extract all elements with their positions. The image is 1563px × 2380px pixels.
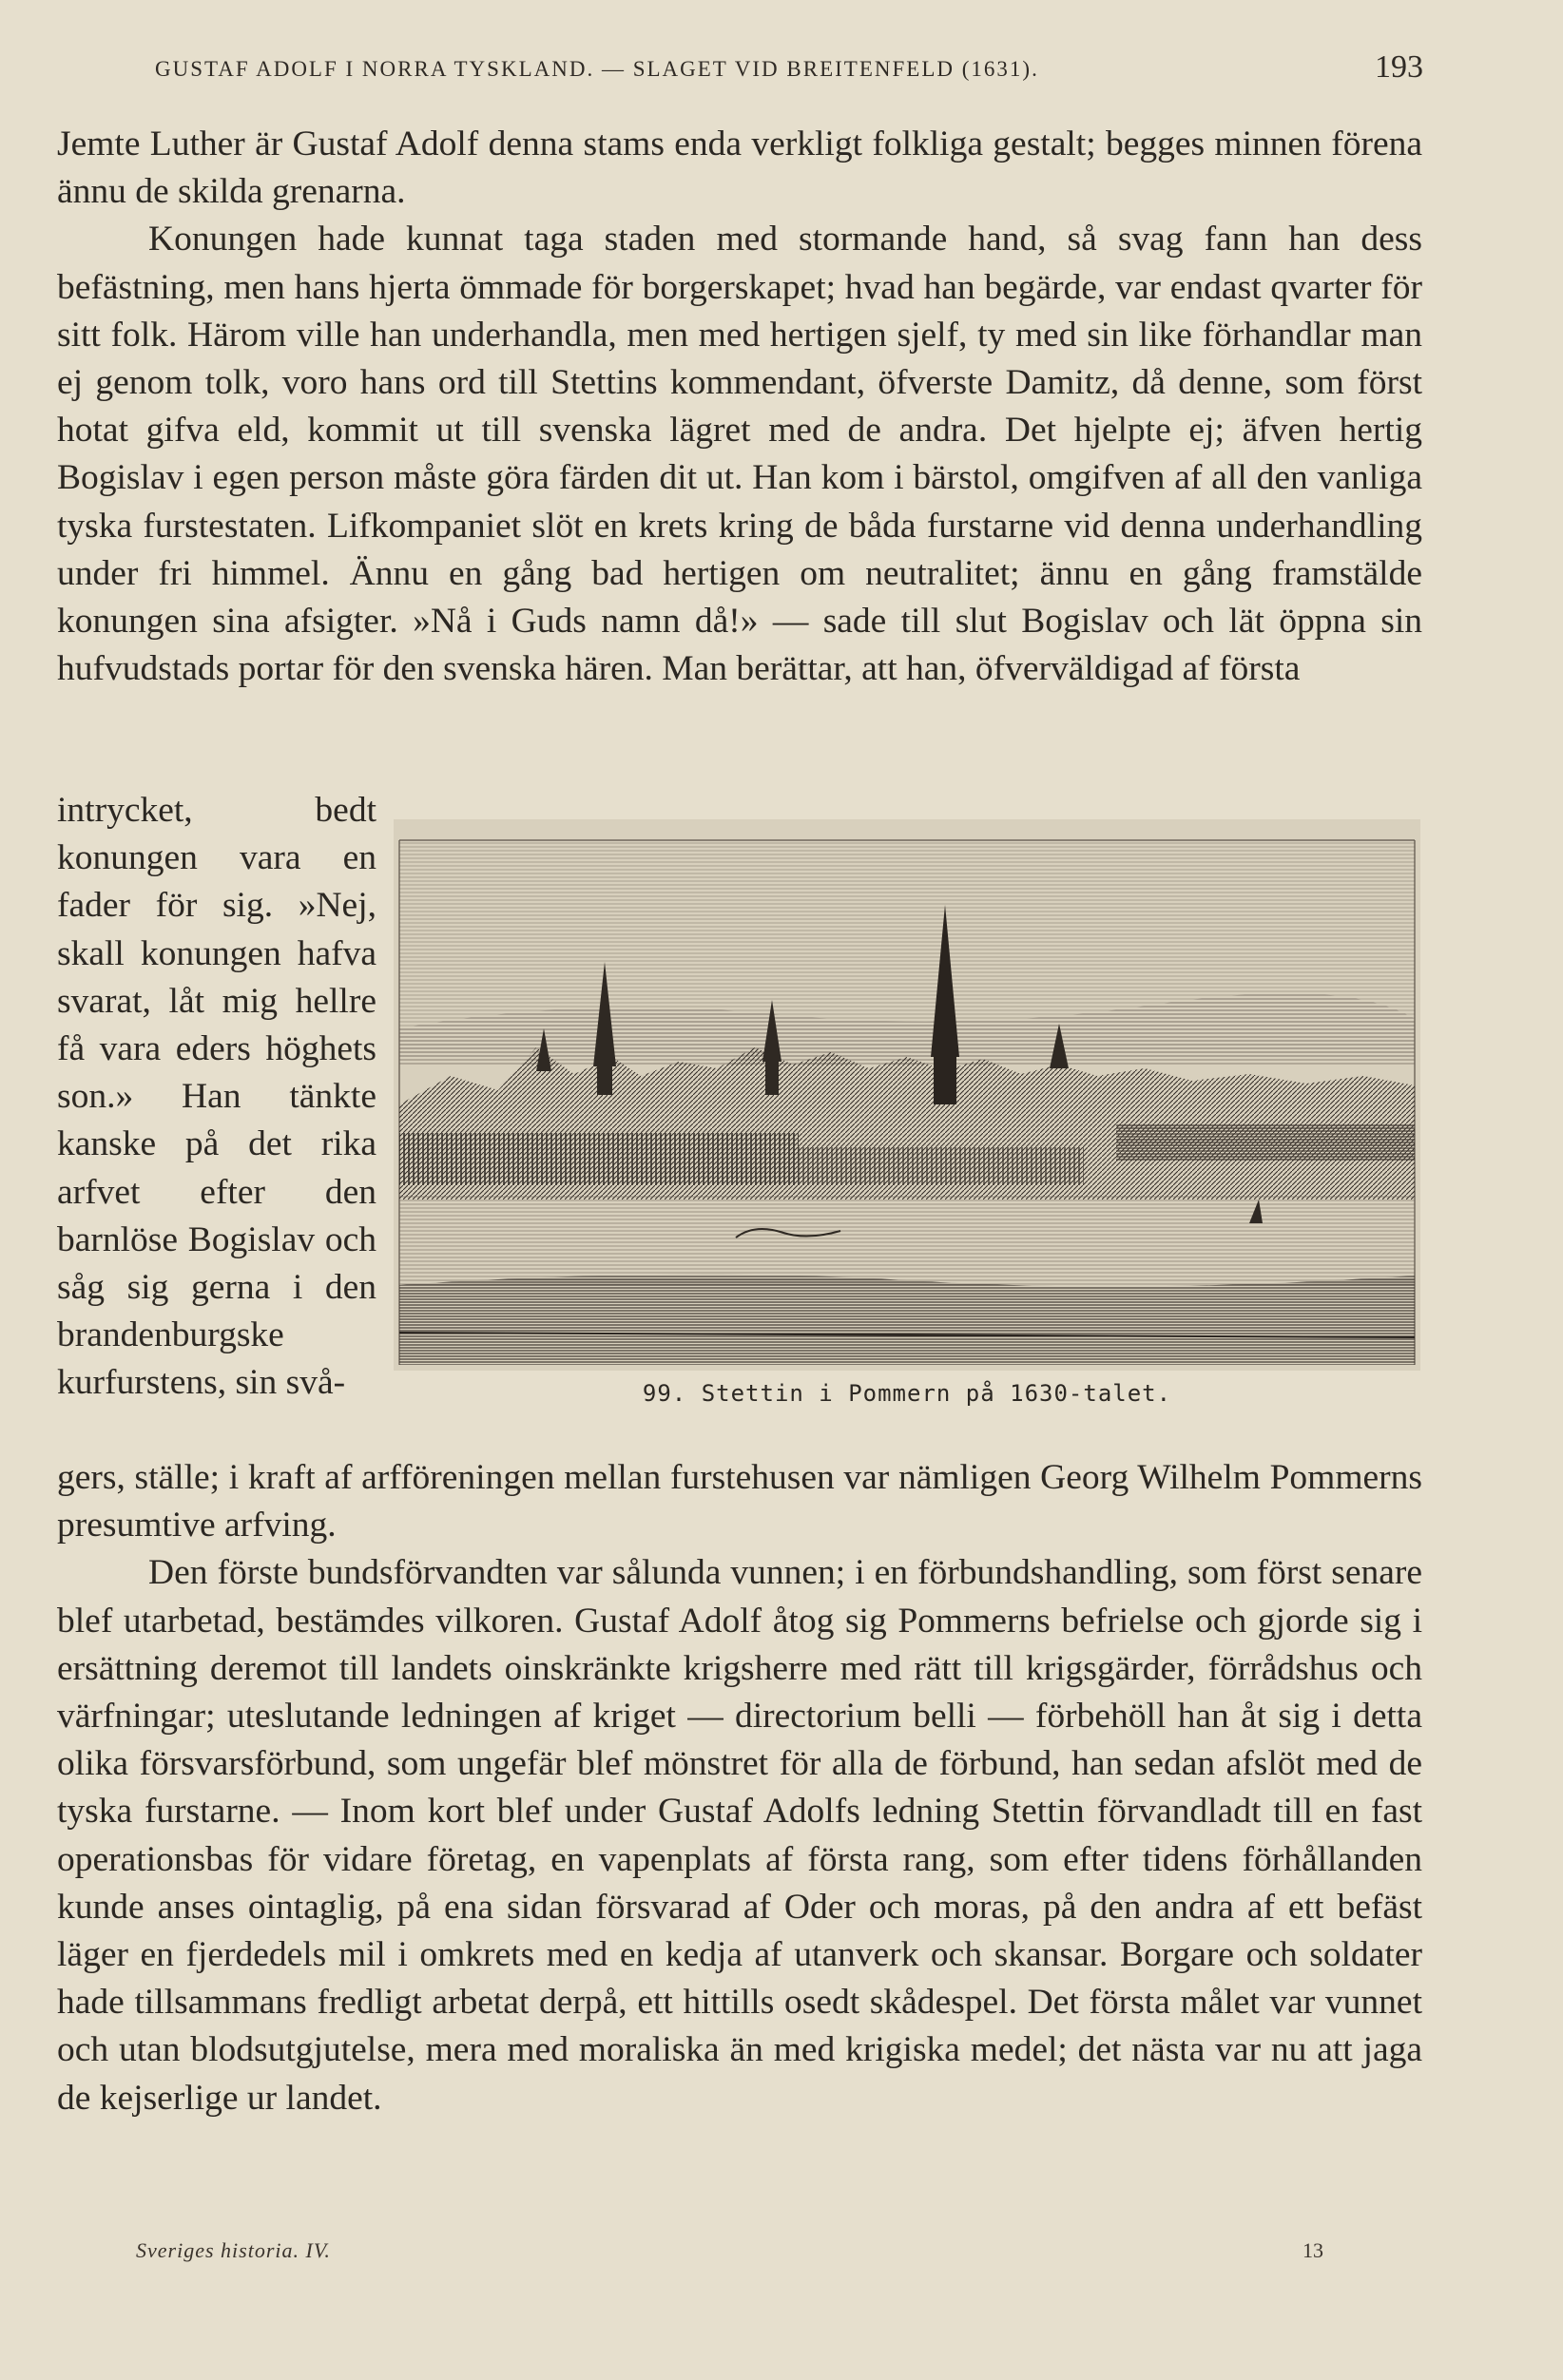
paragraph-2-top: Konungen hade kunnat taga staden med stormande hand, så svag fann han dess befästning, men hans hjerta ömmade för borgerskapet; hvad han begärde, var endast qvarter för sitt folk. Härom ville han underhandla, men med hertigen sjelf, ty med sin like förhandlar man ej genom tolk, voro hans ord till Stettins kommendant, öfverste Damitz, då denne, som först hotat gifva eld, kommit ut till svenska lägret med de andra. Det hjelpte ej; äfven hertig Bogislav i egen person måste göra färden dit ut. Han kom i bärstol, omgifven af all den vanliga tyska furstestaten. Lifkompaniet slöt en krets kring de båda furstarne vid denna underhandling under fri himmel. Ännu en gång bad hertigen om neutralitet; ännu en gång framstälde konungen sina afsigter. »Nå i Guds namn då!» — sade till slut Bogislav och lät öppna sin hufvudstads portar för den svenska hären. Man berättar, att han, öfverväldigad af första (57, 220, 1422, 689)
body-text-beside-figure: intrycket, bedt konungen vara en fader för sig. »Nej, skall konungen hafva svarat, låt mig hellre få vara eders höghets son.» Han tänkte kanske på det rika arfvet efter den barnlöse Bogislav och såg sig gerna i den brandenburgske kurfurstens, sin svå- (57, 791, 376, 1403)
engraving-figure (394, 819, 1420, 1428)
running-head (155, 49, 1423, 91)
footer-signature: Sveriges historia. IV. (136, 2238, 331, 2262)
running-head-title: GUSTAF ADOLF I NORRA TYSKLAND. — SLAGET VID BREITENFELD (1631). (155, 57, 1039, 81)
page-footer (136, 2238, 1323, 2276)
body-text-bottom (57, 1454, 1422, 2122)
paragraph-1: Jemte Luther är Gustaf Adolf denna stams enda verkligt folkliga gestalt; begges minnen förena ännu de skilda grenarna. (57, 125, 1422, 212)
stettin-engraving-illustration (394, 819, 1420, 1371)
body-text-top (57, 121, 1422, 693)
page-number: 193 (1375, 49, 1423, 85)
sheet-number: 13 (1302, 2238, 1323, 2262)
paragraph-2-end: gers, ställe; i kraft af arfföreningen mellan furstehusen var nämligen Georg Wilhelm Pommerns presumtive arfving. (57, 1458, 1422, 1545)
paragraph-3: Den förste bundsförvandten var sålunda vunnen; i en förbundshandling, som först senare blef utarbetad, bestämdes vilkoren. Gustaf Adolf åtog sig Pommerns befrielse och gjorde sig i ersättning deremot till landets oinskränkte krigsherre med rätt till krigsgärder, förrådshus och värfningar; uteslutande ledningen af kriget — directorium belli — förbehöll han åt sig i detta olika försvarsförbund, som ungefär blef mönstret för alla de förbund, han sedan afslöt med de tyska furstarne. — Inom kort blef under Gustaf Adolfs ledning Stettin förvandladt till en fast operationsbas för vidare företag, en vapenplats af första rang, som efter tidens förhållanden kunde anses ointaglig, på ena sidan försvarad af Oder och moras, på den andra af ett befäst läger en fjerdedels mil i omkrets med en kedja af utanverk och skansar. Borgare och soldater hade tillsammans fredligt arbetat derpå, ett hittills osedt skådespel. Det första målet var vunnet och utan blodsutgjutelse, mera med moraliska än med krigiska medel; det nästa var nu att jaga de kejserlige ur landet. (57, 1553, 1422, 2118)
figure-caption: 99. Stettin i Pommern på 1630-talet. (642, 1380, 1172, 1407)
